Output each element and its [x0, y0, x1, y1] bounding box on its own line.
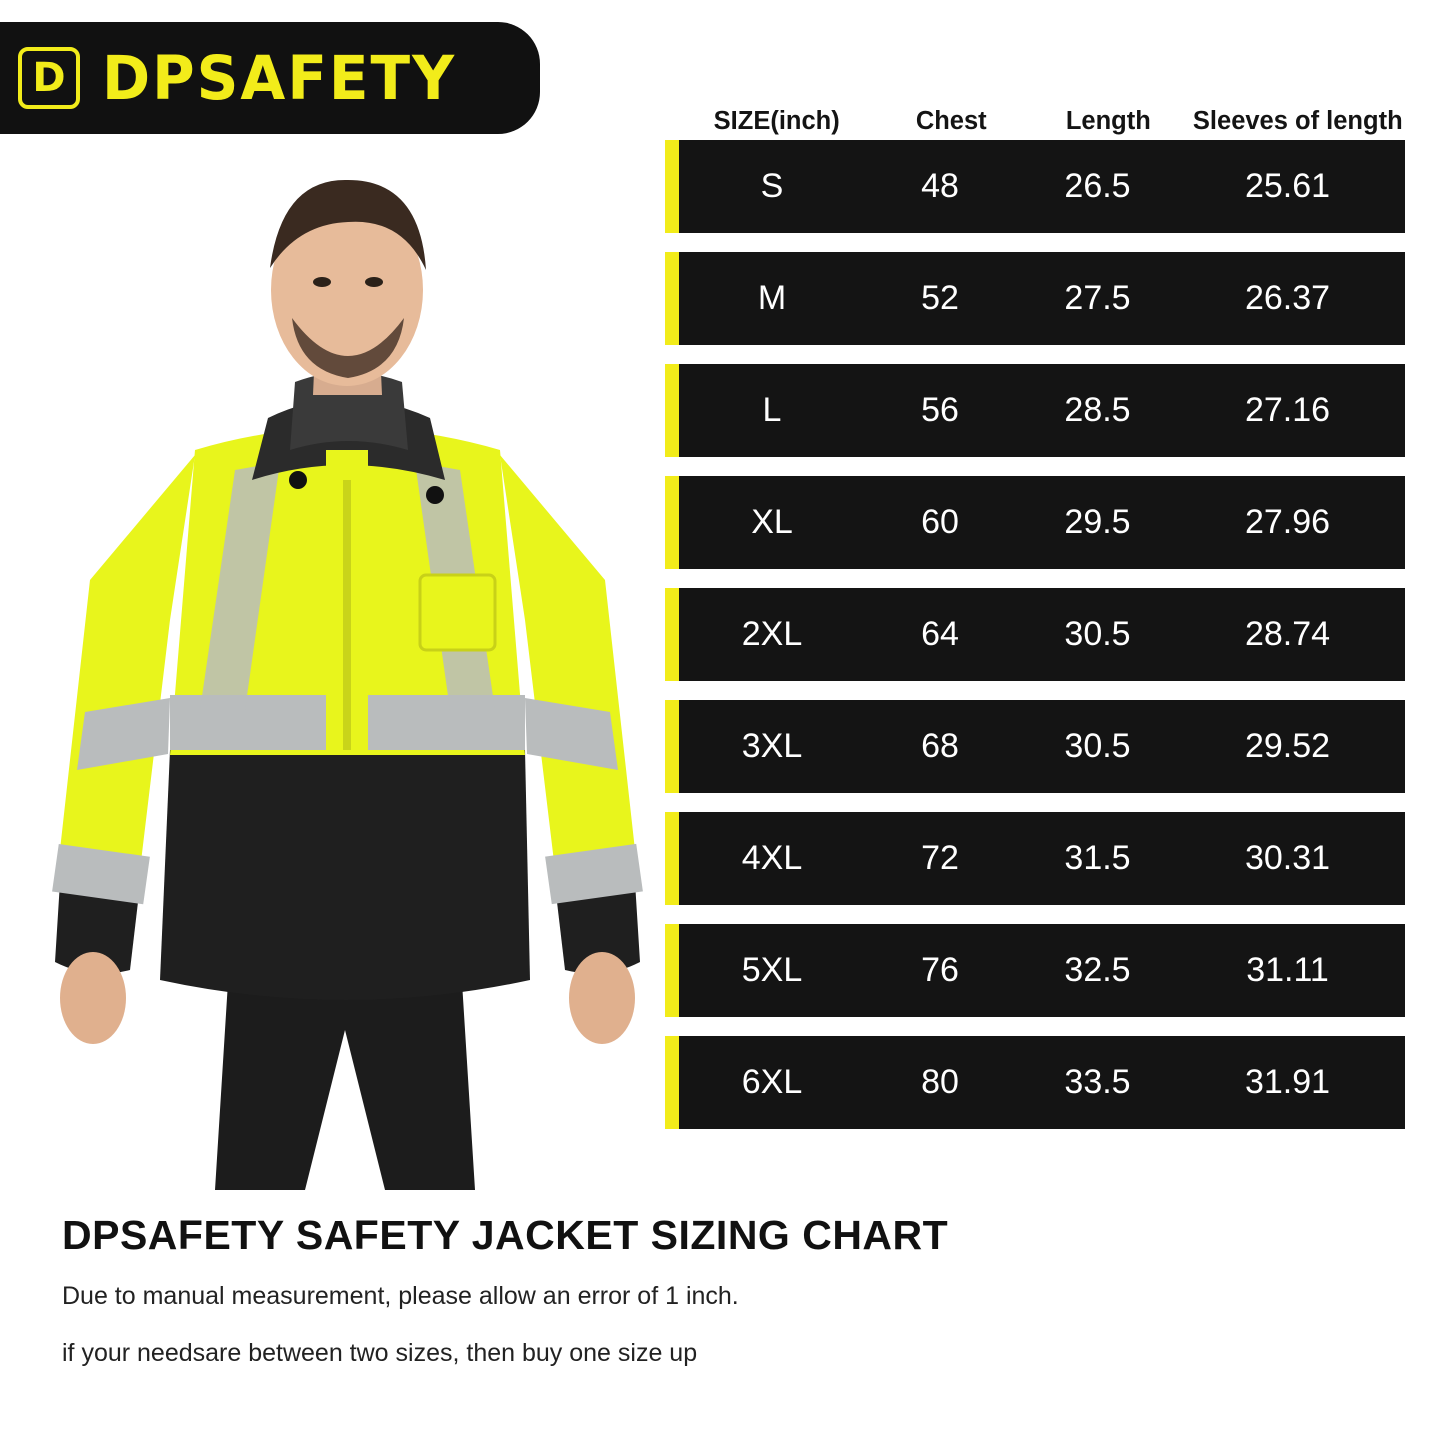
table-row [665, 140, 1405, 233]
cell-sleeve: 31.11 [1246, 951, 1329, 989]
cell-sleeve: 30.31 [1244, 839, 1331, 877]
cell-chest: 60 [921, 503, 959, 541]
cell-length: 32.5 [1064, 951, 1131, 989]
cell-length: 29.5 [1064, 503, 1131, 541]
cell-size: M [757, 279, 787, 317]
chart-title: DPSAFETY SAFETY JACKET SIZING CHART [62, 1212, 949, 1258]
cell-length: 28.5 [1064, 391, 1131, 429]
cell-chest: 64 [921, 615, 959, 653]
cell-size: S [760, 167, 784, 205]
cell-sleeve: 27.16 [1244, 391, 1331, 429]
dp-logo-icon [18, 47, 80, 109]
cell-sleeve: 29.52 [1244, 727, 1331, 765]
cell-length: 31.5 [1064, 839, 1131, 877]
cell-length: 33.5 [1064, 1063, 1131, 1101]
cell-sleeve: 31.91 [1244, 1063, 1331, 1101]
table-row [665, 700, 1405, 793]
cell-chest: 76 [921, 951, 959, 989]
column-header-chest: Chest [915, 106, 987, 135]
logo-letter: D [32, 55, 66, 101]
size-chart-table [665, 62, 1405, 1148]
footer-block [62, 1212, 1392, 1373]
cell-size: 4XL [741, 839, 803, 877]
table-row [665, 588, 1405, 681]
product-photo [30, 150, 650, 1190]
cell-size: XL [751, 503, 793, 541]
table-row [665, 924, 1405, 1017]
measurement-note-line-2: if your needsare between two sizes, then buy one size up [62, 1338, 698, 1367]
cell-length: 30.5 [1064, 615, 1131, 653]
cell-chest: 80 [921, 1063, 959, 1101]
cell-length: 27.5 [1064, 279, 1131, 317]
cell-chest: 48 [921, 167, 959, 205]
table-row [665, 476, 1405, 569]
cell-size: 2XL [741, 615, 803, 653]
brand-logo-badge [0, 22, 540, 134]
column-header-length: Length [1065, 106, 1151, 135]
cell-chest: 56 [921, 391, 959, 429]
column-header-sleeve: Sleeves of length [1192, 106, 1403, 135]
table-row [665, 252, 1405, 345]
column-header-size: SIZE(inch) [713, 106, 840, 135]
cell-length: 30.5 [1064, 727, 1131, 765]
measurement-note-line-1: Due to manual measurement, please allow an error of 1 inch. [62, 1282, 739, 1310]
cell-size: L [762, 391, 782, 429]
brand-name: DPSAFETY [102, 42, 457, 114]
cell-chest: 68 [921, 727, 959, 765]
cell-length: 26.5 [1064, 167, 1131, 205]
cell-size: 5XL [741, 951, 803, 989]
cell-sleeve: 27.96 [1244, 503, 1331, 541]
cell-size: 3XL [741, 727, 803, 765]
table-row [665, 812, 1405, 905]
table-header-row [665, 62, 1405, 140]
cell-chest: 72 [921, 839, 959, 877]
cell-size: 6XL [741, 1063, 803, 1101]
cell-sleeve: 25.61 [1244, 167, 1331, 205]
cell-sleeve: 28.74 [1244, 615, 1331, 653]
table-row [665, 364, 1405, 457]
table-row [665, 1036, 1405, 1129]
cell-sleeve: 26.37 [1244, 279, 1331, 317]
cell-chest: 52 [921, 279, 959, 317]
